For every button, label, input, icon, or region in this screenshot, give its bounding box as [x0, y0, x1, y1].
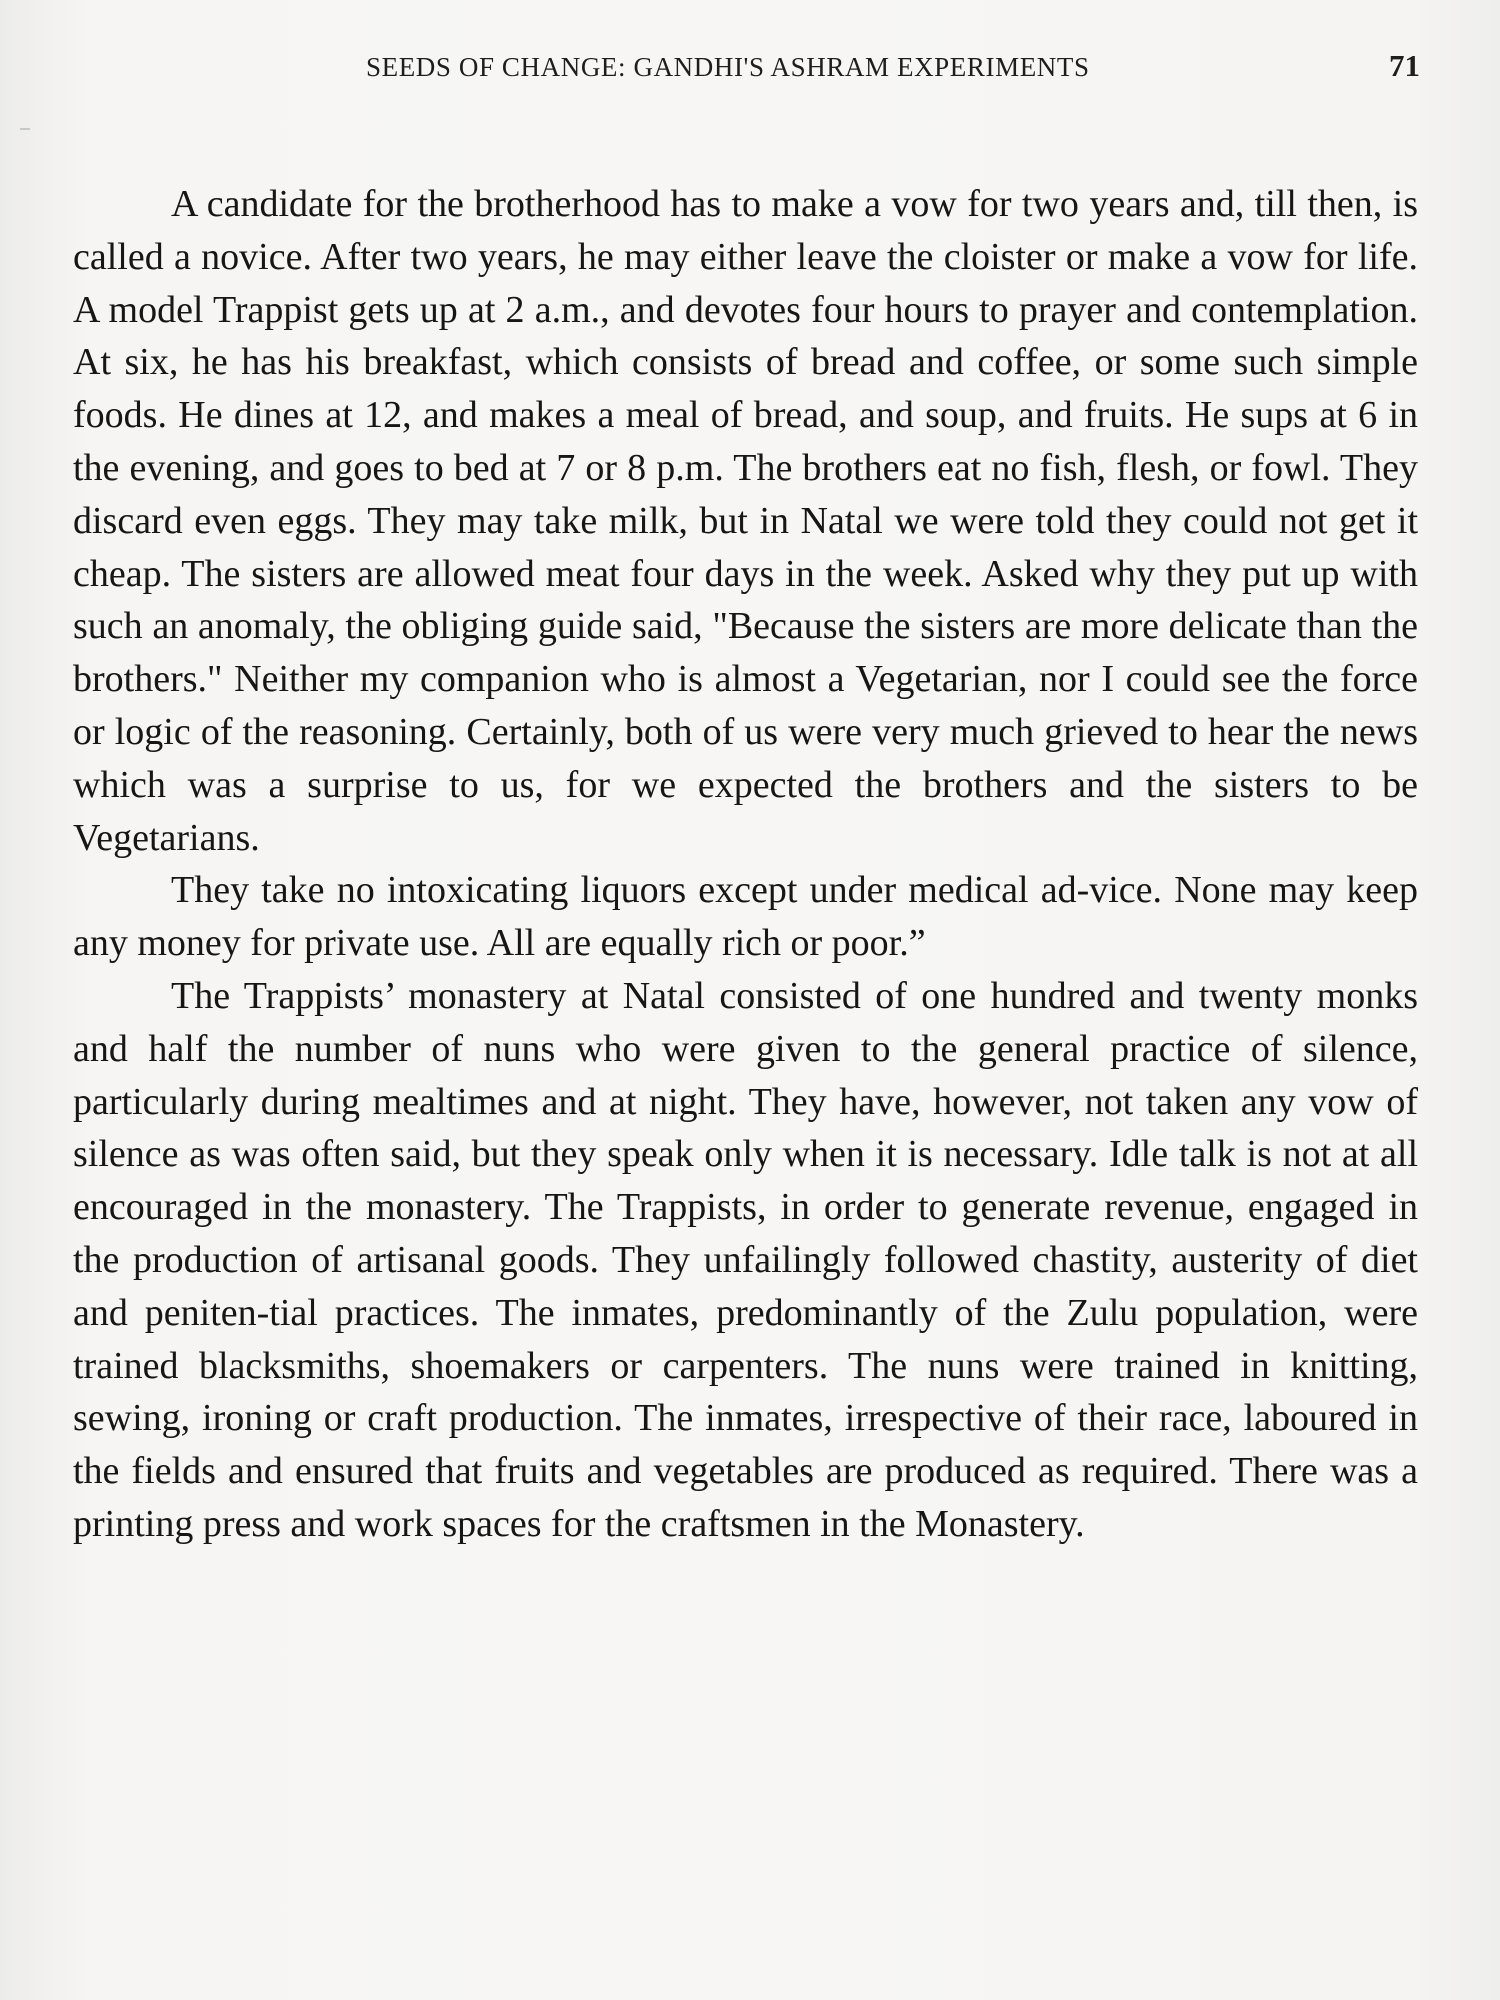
- margin-mark: [20, 128, 30, 130]
- paragraph-liquor-money: They take no intoxicating liquors except under medical ad-vice. None may keep any money for private use. All are equally rich or poor.”: [73, 869, 1418, 965]
- running-header-title: SEEDS OF CHANGE: GANDHI'S ASHRAM EXPERIMENTS: [366, 52, 1090, 82]
- paragraph-trappist-routine: A candidate for the brotherhood has to make a vow for two years and, till then, is called a novice. After two years, he may either leave the cloister or make a vow for life. A model Trappist gets up at 2 a.m., and devotes four hours to prayer and contemplation. At six, he has his breakfast, which consists of bread and coffee, or some such simple foods. He dines at 12, and makes a meal of bread, and soup, and fruits. He sups at 6 in the evening, and goes to bed at 7 or 8 p.m. The brothers eat no fish, flesh, or fowl. They discard even eggs. They may take milk, but in Natal we were told they could not get it cheap. The sisters are allowed meat four days in the week. Asked why they put up with such an anomaly, the obliging guide said, "Because the sisters are more delicate than the brothers." Neither my companion who is almost a Vegetarian, nor I could see the force or logic of the reasoning. Certainly, both of us were very much grieved to hear the news which was a surprise to us, for we expected the brothers and the sisters to be Vegetarians.: [73, 183, 1418, 859]
- paragraph-natal-monastery: The Trappists’ monastery at Natal consisted of one hundred and twenty monks and half the number of nuns who were given to the general practice of silence, particularly during mealtimes and at night. They have, however, not taken any vow of silence as was often said, but they speak only when it is necessary. Idle talk is not at all encouraged in the monastery. The Trappists, in order to generate revenue, engaged in the production of artisanal goods. They unfailingly followed chastity, austerity of diet and peniten-tial practices. The inmates, predominantly of the Zulu population, were trained blacksmiths, shoemakers or carpenters. The nuns were trained in knitting, sewing, ironing or craft production. The inmates, irrespective of their race, laboured in the fields and ensured that fruits and vegetables are produced as required. There was a printing press and work spaces for the craftsmen in the Monastery.: [73, 974, 1418, 1545]
- body-text: [73, 178, 1418, 1551]
- running-header: [80, 48, 1420, 92]
- page-number: 71: [1389, 48, 1420, 83]
